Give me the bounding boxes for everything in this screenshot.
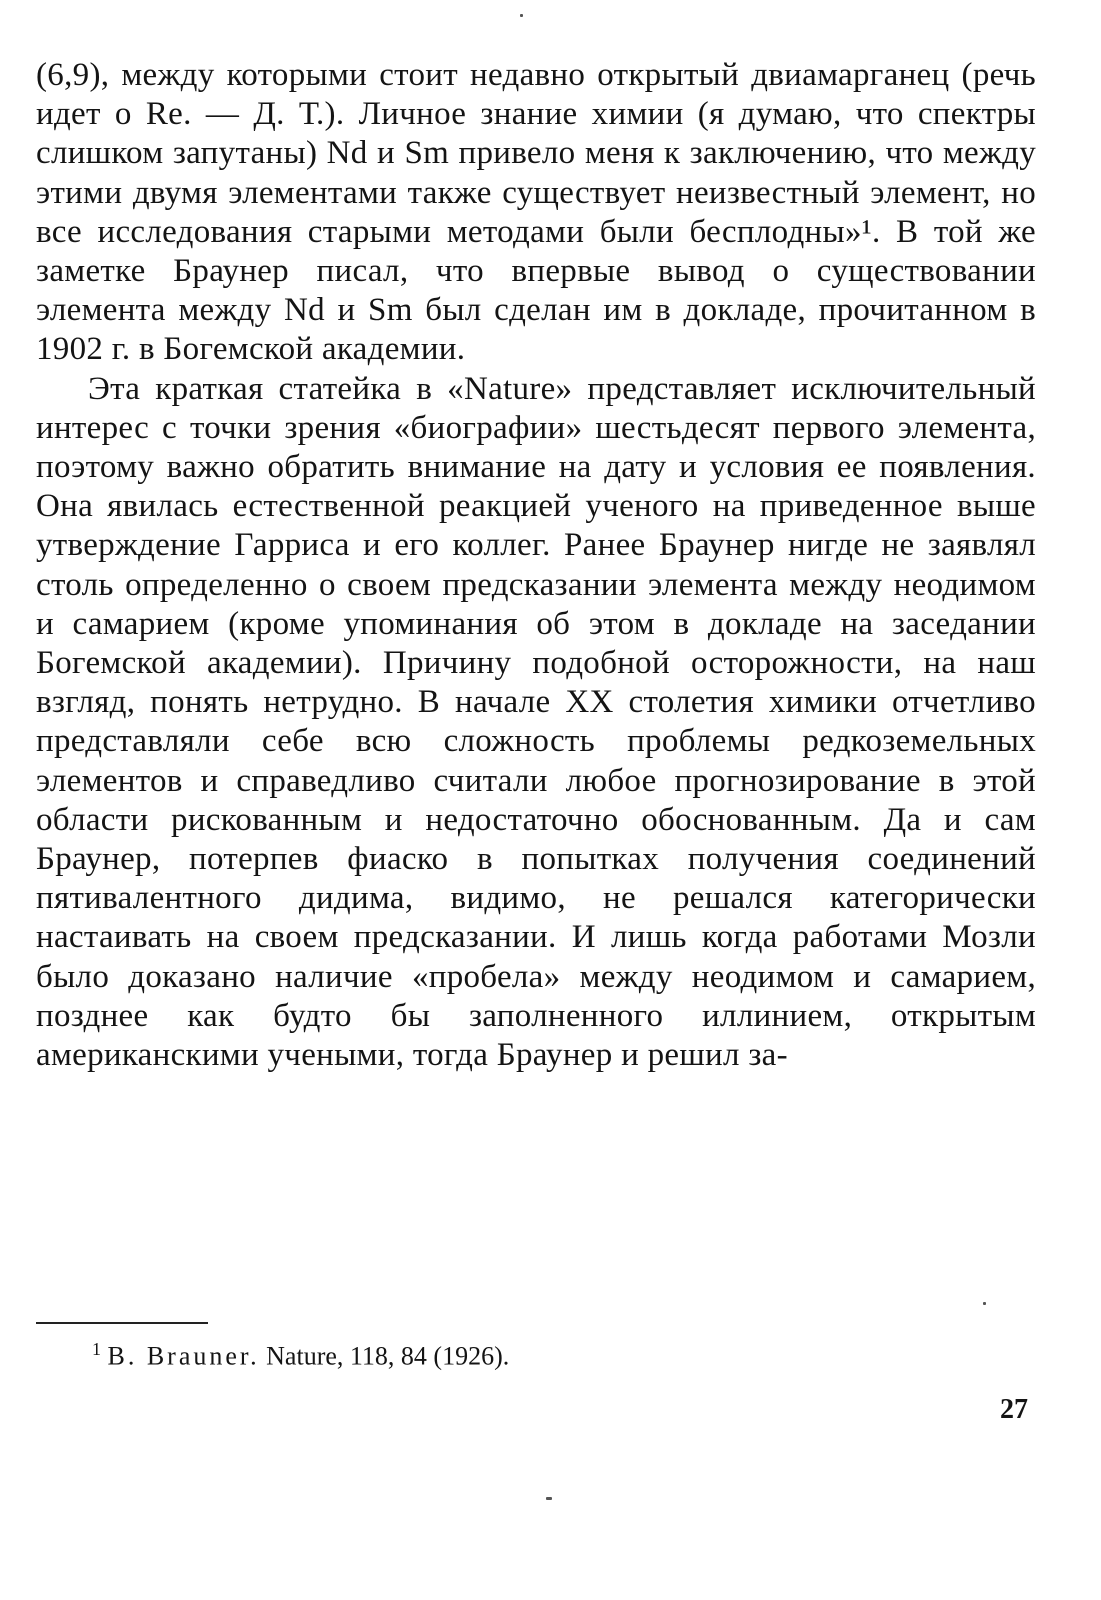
footnote-citation: Nature, 118, 84 (1926). [266,1341,510,1371]
footnote-author: B. Brauner. [107,1341,260,1371]
main-text [36,56,1036,1075]
footnote-divider [36,1322,208,1324]
scan-speck [520,14,523,17]
scan-speck [983,1302,986,1305]
page-number: 27 [1000,1394,1028,1425]
paragraph-2: Эта краткая статейка в «Nature» представляет исключительный интерес с точки зрения «биографии» шестьдесят первого элемента, поэтому важно обратить внимание на дату и условия ее появления. Она явилась естественной реакцией ученого на приведенное выше утверждение Гарриса и его коллег. Ранее Браунер нигде не заявлял столь определенно о своем предсказании элемента между неодимом и самарием (кроме упоминания об этом в докладе на заседании Богемской академии). Причину подобной осторожности, на наш взгляд, понять нетрудно. В начале XX столетия химики отчетливо представляли себе всю сложность проблемы редкоземельных элементов и справедливо считали любое прогнозирование в этой области рискованным и недостаточно обоснованным. Да и сам Браунер, потерпев фиаско в попытках получения соединений пятивалентного дидима, видимо, не решался категорически настаивать на своем предсказании. И лишь когда работами Мозли было доказано наличие «пробела» между неодимом и самарием, позднее как будто бы заполненного иллинием, открытым американскими учеными, тогда Браунер и решил за- [36,370,1036,1074]
paragraph-1: (6,9), между которыми стоит недавно открытый двиамарганец (речь идет о Re. — Д. Т.). Личное знание химии (я думаю, что спектры слишком запутаны) Nd и Sm привело меня к заключению, что между этими двумя элементами также существует неизвестный элемент, но все исследования старыми методами были бесплодны»¹. В той же заметке Браунер писал, что впервые вывод о существовании элемента между Nd и Sm был сделан им в докладе, прочитанном в 1902 г. в Богемской академии. [36,57,1036,368]
scan-speck [546,1497,552,1500]
footnote [92,1332,509,1374]
footnote-marker: 1 [92,1339,101,1359]
